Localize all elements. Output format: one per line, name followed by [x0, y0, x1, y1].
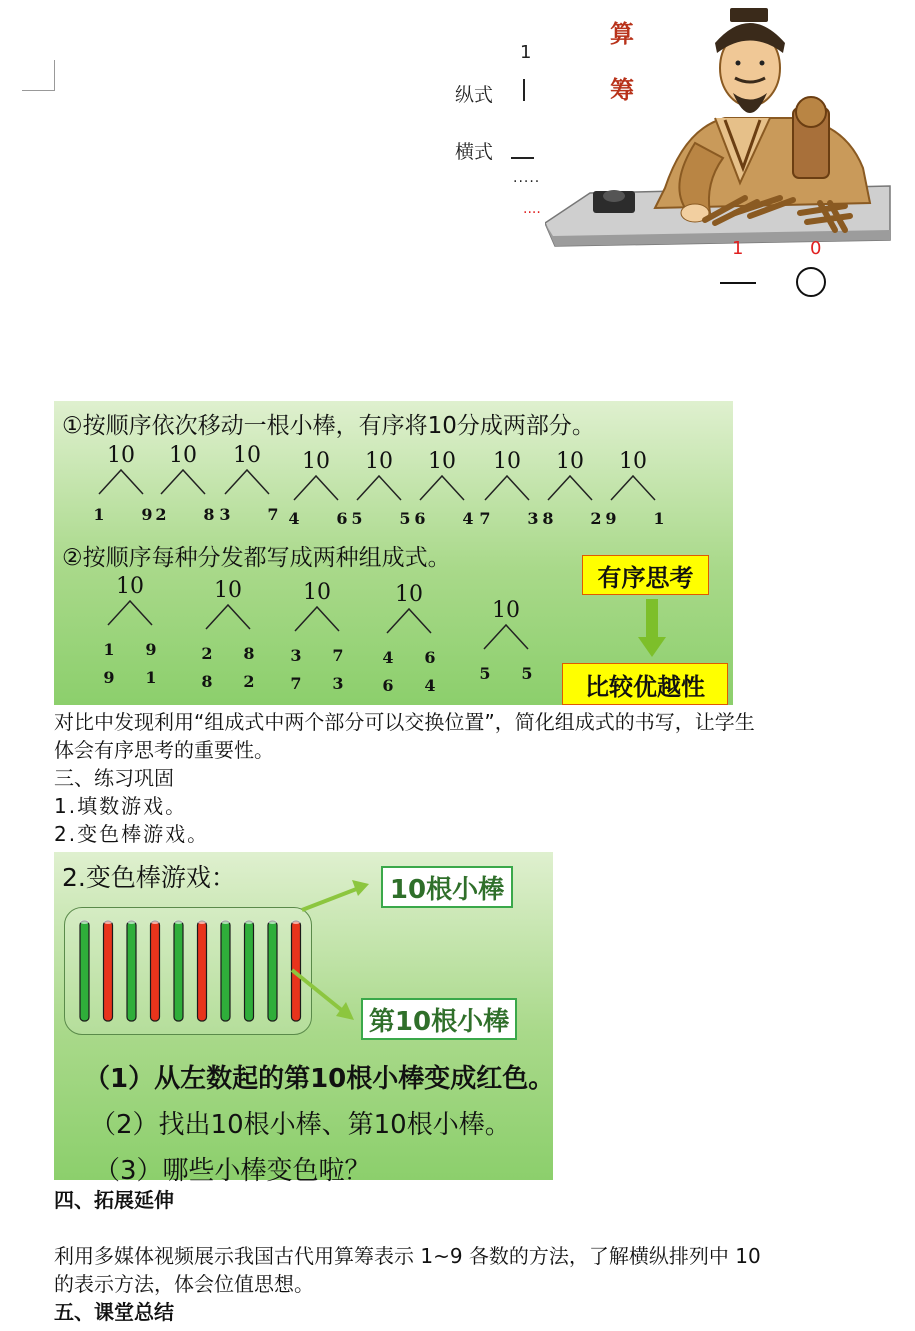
ten-sticks-box: 10根小棒 [381, 866, 513, 908]
slide1-heading1: ①按顺序依次移动一根小棒，有序将10分成两部分。 [62, 413, 595, 439]
dots-black: ..... [513, 170, 541, 186]
tree-part-a: 1 [103, 640, 115, 659]
tree-left-part: 5 [351, 509, 363, 528]
tree-left-part: 2 [155, 505, 167, 524]
tree-left-part: 8 [542, 509, 554, 528]
tree-left-part: 4 [288, 509, 300, 528]
tree-right-part: 9 [141, 505, 153, 524]
title-char-suan: 算 [610, 20, 634, 48]
question-2: （2）找出10根小棒、第10根小棒。 [90, 1110, 511, 1140]
tree-branches [294, 476, 338, 500]
tree-part-d: 1 [145, 668, 157, 687]
tree-part-b: 6 [424, 648, 436, 667]
page-corner-mark [22, 60, 55, 91]
tenth-stick-box: 第10根小棒 [361, 998, 517, 1040]
tree-total: 10 [556, 449, 584, 474]
tree-branches [161, 470, 205, 494]
question-1: （1）从左数起的第10根小棒变成红色。 [84, 1064, 555, 1094]
section-4-heading: 四、拓展延伸 [54, 1188, 174, 1212]
tree-left-part: 6 [414, 509, 426, 528]
horizontal-rod-ten [720, 282, 756, 284]
tree-part-a: 2 [201, 644, 213, 663]
vertical-style-label: 纵式 [455, 84, 494, 106]
tree-branches [611, 476, 655, 500]
horizontal-style-label: 横式 [455, 141, 494, 163]
exercise-item-1: 1.填数游戏。 [54, 794, 188, 818]
tree-part-b: 5 [521, 664, 533, 683]
paragraph-2-line-1: 利用多媒体视频展示我国古代用算筹表示 1~9 各数的方法，了解横纵排列中 10 [54, 1244, 761, 1268]
tree-total: 10 [302, 449, 330, 474]
tree-branches [295, 607, 339, 631]
composition-slide [54, 401, 733, 705]
tree-part-c: 6 [382, 676, 394, 695]
slide1-heading2: ②按顺序每种分发都写成两种组成式。 [62, 545, 451, 571]
tree-left-part: 9 [605, 509, 617, 528]
tree-total: 10 [107, 443, 135, 468]
tree-total: 10 [428, 449, 456, 474]
tree-total: 10 [493, 449, 521, 474]
tree-part-b: 7 [332, 646, 344, 665]
vertical-rod [523, 79, 525, 101]
tree-branches [485, 476, 529, 500]
compare-advantage-tag: 比较优越性 [562, 663, 728, 705]
bottom-decomposition-trees [54, 571, 554, 705]
tree-total: 10 [116, 574, 144, 599]
tree-total: 10 [365, 449, 393, 474]
tree-right-part: 5 [399, 509, 411, 528]
top-decomposition-trees [54, 401, 733, 531]
section-3-heading: 三、练习巩固 [54, 766, 174, 790]
digit-one-label: 1 [520, 42, 532, 63]
arrow-shaft [646, 599, 658, 639]
red-digit-one: 1 [732, 238, 744, 259]
tree-part-a: 5 [479, 664, 491, 683]
tree-left-part: 1 [93, 505, 105, 524]
tree-right-part: 6 [336, 509, 348, 528]
tree-right-part: 1 [653, 509, 665, 528]
section-5-heading: 五、课堂总结 [54, 1300, 174, 1324]
tree-part-d: 2 [243, 672, 255, 691]
horizontal-rod [511, 157, 534, 159]
exercise-item-2: 2.变色棒游戏。 [54, 822, 210, 846]
orderly-thinking-tag: 有序思考 [582, 555, 709, 595]
tree-branches [387, 609, 431, 633]
tree-part-c: 7 [290, 674, 302, 693]
slide2-title: 2.变色棒游戏： [62, 863, 236, 892]
tree-branches [99, 470, 143, 494]
color-stick-slide [54, 852, 555, 1186]
tree-part-a: 4 [382, 648, 394, 667]
tree-part-c: 8 [201, 672, 213, 691]
tree-right-part: 8 [203, 505, 215, 524]
tree-right-part: 4 [462, 509, 474, 528]
tree-part-b: 8 [243, 644, 255, 663]
tree-branches [548, 476, 592, 500]
dots-red: .... [523, 201, 541, 217]
tree-right-part: 2 [590, 509, 602, 528]
tree-total: 10 [395, 582, 423, 607]
ancient-scholar-illustration [545, 8, 895, 248]
tree-branches [225, 470, 269, 494]
tree-part-d: 4 [424, 676, 436, 695]
tree-total: 10 [169, 443, 197, 468]
tree-total: 10 [303, 580, 331, 605]
tree-left-part: 7 [479, 509, 491, 528]
zero-circle [796, 267, 826, 297]
tree-branches [484, 625, 528, 649]
tree-branches [357, 476, 401, 500]
tree-right-part: 7 [267, 505, 279, 524]
tree-part-a: 3 [290, 646, 302, 665]
question-3: （3）哪些小棒变色啦？ [94, 1156, 371, 1186]
tree-branches [108, 601, 152, 625]
paragraph-1-line-1: 对比中发现利用“组成式中两个部分可以交换位置”，简化组成式的书写，让学生 [54, 710, 755, 734]
tree-part-b: 9 [145, 640, 157, 659]
tree-total: 10 [492, 598, 520, 623]
tree-right-part: 3 [527, 509, 539, 528]
tree-part-d: 3 [332, 674, 344, 693]
paragraph-1-line-2: 体会有序思考的重要性。 [54, 738, 274, 762]
tree-total: 10 [619, 449, 647, 474]
tree-total: 10 [214, 578, 242, 603]
tree-left-part: 3 [219, 505, 231, 524]
tree-part-c: 9 [103, 668, 115, 687]
paragraph-2-line-2: 的表示方法，体会位值思想。 [54, 1272, 314, 1296]
title-char-chou: 筹 [610, 76, 634, 104]
tree-branches [420, 476, 464, 500]
tree-total: 10 [233, 443, 261, 468]
tree-branches [206, 605, 250, 629]
red-digit-zero: 0 [810, 238, 822, 259]
arrow-down-icon [638, 637, 666, 657]
